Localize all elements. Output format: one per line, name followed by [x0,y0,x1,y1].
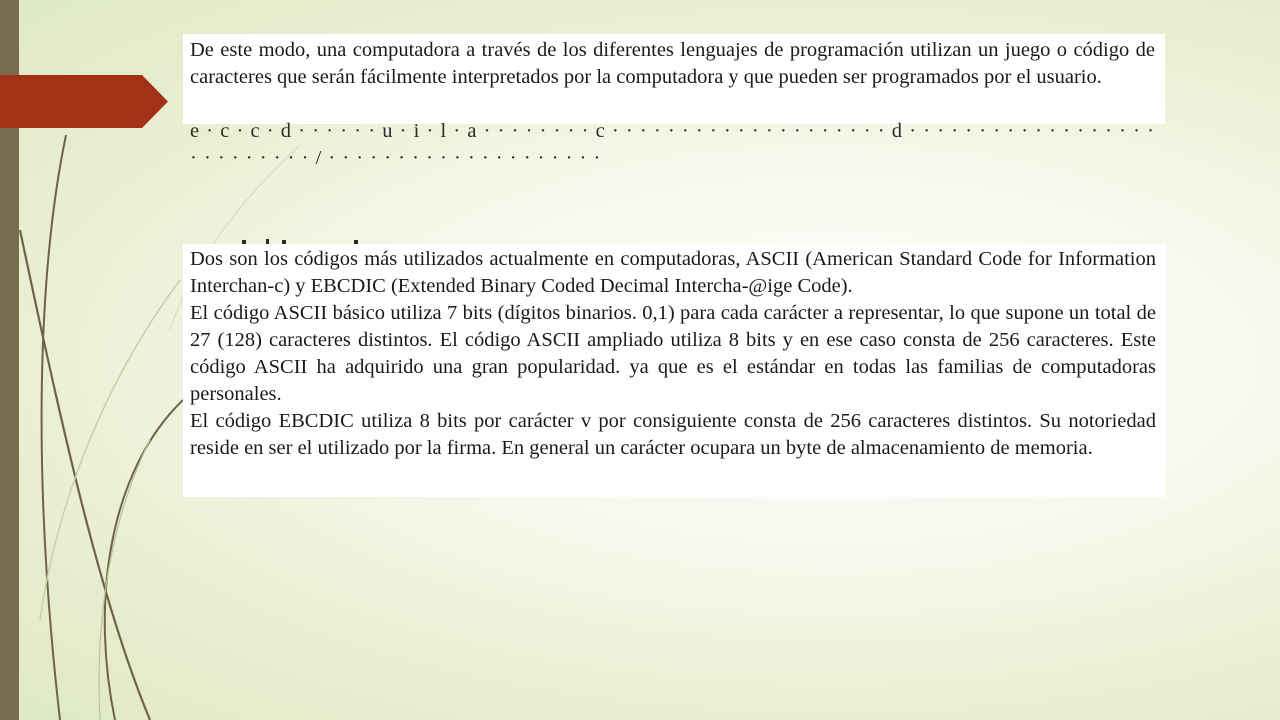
main-text-box [183,244,1166,497]
paragraph-ascii: El código ASCII básico utiliza 7 bits (dígitos binarios. 0,1) para cada carácter a representar, lo que supone un total de 27 (128) caracteres distintos. El código ASCII ampliado utiliza 8 bits y en ese caso consta de 256 caracteres. Este código ASCII ha adquirido una gran popularidad. ya que es el estándar en todas las familias de computadoras personales. [190,302,1156,405]
top-text-box [183,34,1165,169]
paragraph-codes-intro: Dos son los códigos más utilizados actualmente en computadoras, ASCII (American Standard Code for Information Interchan-c) y EBCDIC (Extended Binary Coded Decimal Intercha-@ige Code). [190,248,1156,297]
top-paragraph: De este modo, una computadora a través de los diferentes lenguajes de programación utilizan un juego o código de caracteres que serán fácilmente interpretados por la computadora y que pueden ser programados por el usuario. [190,39,1155,88]
paragraph-ebcdic: El código EBCDIC utiliza 8 bits por carácter v por consiguiente consta de 256 caracteres distintos. Su notoriedad reside en ser el utilizado por la firma. En general un carácter ocupara un byte de almacenamiento de memoria. [190,410,1156,459]
clipped-text-line: e · c · c · d · · · · · · u · i · l · a · · · · · · · · c · · · · · · · · · · · · · · · · · · · · d · · · · · · · · · · · · · · · · · · · · · · · · · · · / · · · · · · · · · · · · · · · · · · · · [190,120,1155,169]
arrow-marker [0,75,168,128]
